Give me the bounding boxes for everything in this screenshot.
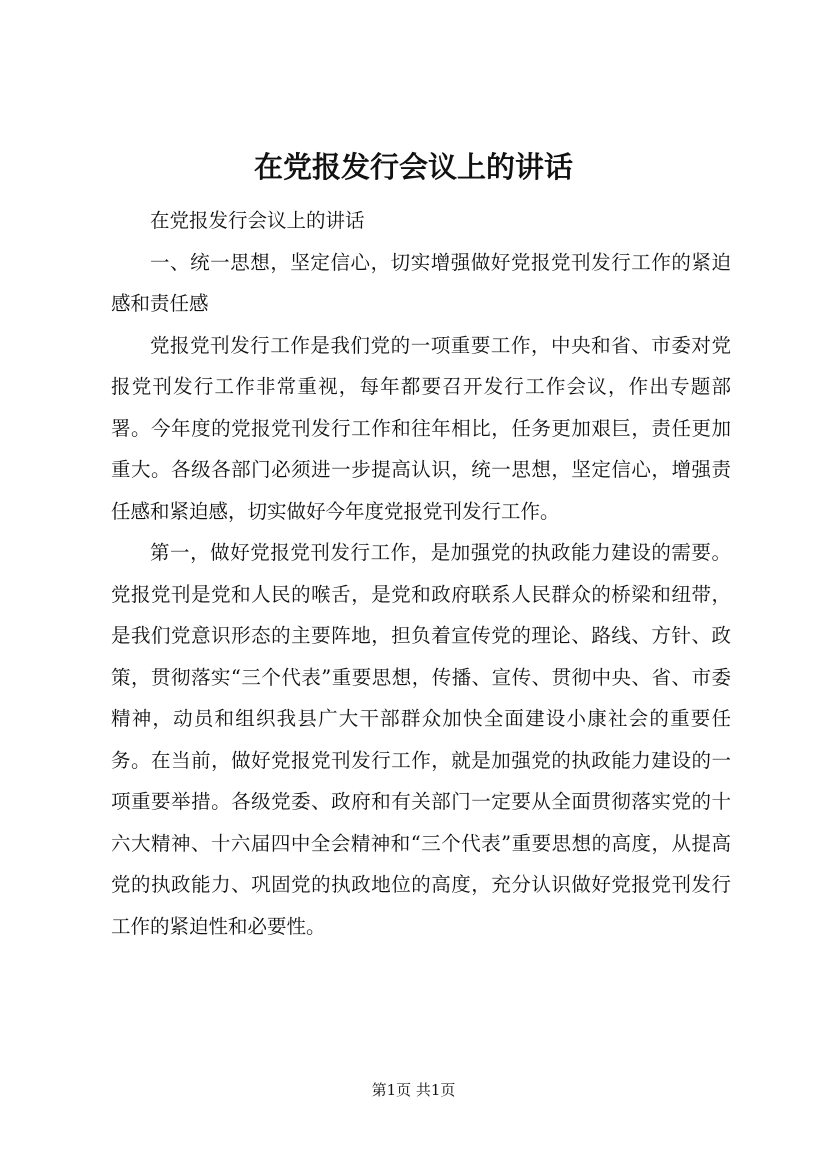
document-title: 在党报发行会议上的讲话	[253, 150, 573, 184]
document-body	[111, 200, 731, 947]
body-paragraph-1: 党报党刊发行工作是我们党的一项重要工作，中央和省、市委对党报党刊发行工作非常重视，每年都要召开发行工作会议，作出专题部署。今年度的党报党刊发行工作和往年相比，任务更加艰巨，责任更加重大。各级各部门必须进一步提高认识，统一思想，坚定信心，增强责任感和紧迫感，切实做好今年度党报党刊发行工作。	[111, 333, 731, 523]
section-heading-paragraph: 一、统一思想，坚定信心，切实增强做好党报党刊发行工作的紧迫感和责任感	[111, 250, 731, 315]
page-footer: 第1页 共1页	[371, 1081, 456, 1099]
body-paragraph-2: 第一，做好党报党刊发行工作，是加强党的执政能力建设的需要。党报党刊是党和人民的喉舌，是党和政府联系人民群众的桥梁和纽带，是我们党意识形态的主要阵地，担负着宣传党的理论、路线、方针、政策，贯彻落实“三个代表”重要思想，传播、宣传、贯彻中央、省、市委精神，动员和组织我县广大干部群众加快全面建设小康社会的重要任务。在当前，做好党报党刊发行工作，就是加强党的执政能力建设的一项重要举措。各级党委、政府和有关部门一定要从全面贯彻落实党的十六大精神、十六届四中全会精神和“三个代表”重要思想的高度，从提高党的执政能力、巩固党的执政地位的高度，充分认识做好党报党刊发行工作的紧迫性和必要性。	[111, 541, 731, 938]
subtitle-paragraph: 在党报发行会议上的讲话	[150, 209, 365, 232]
